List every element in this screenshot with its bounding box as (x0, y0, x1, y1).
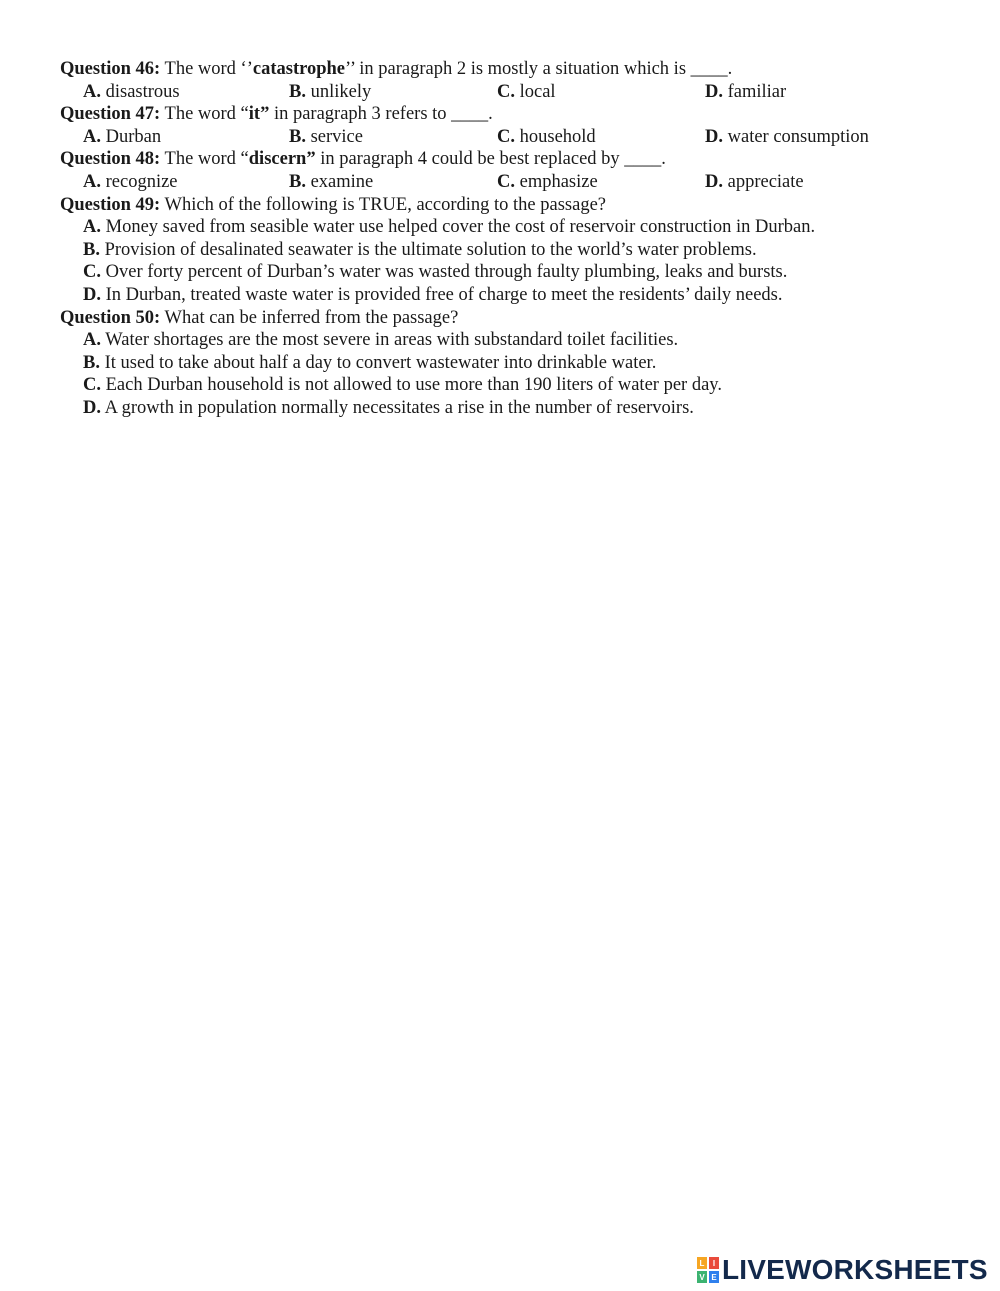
option-text: household (519, 126, 596, 147)
option-b[interactable] (60, 239, 960, 262)
stem-keyword: catastrophe (252, 59, 346, 79)
option-letter: B. (289, 171, 306, 192)
option-text: local (519, 81, 556, 102)
question-50-stem (60, 307, 960, 330)
option-letter: D. (83, 284, 101, 305)
option-letter: A. (83, 217, 101, 238)
question-label: Question 48: (60, 149, 161, 170)
option-a[interactable] (60, 216, 960, 239)
option-letter: A. (83, 330, 101, 351)
stem-text: in paragraph 4 could be best replaced by ____. (315, 149, 666, 170)
option-letter: D. (705, 171, 723, 192)
logo-letter: E (709, 1271, 719, 1283)
option-c[interactable] (60, 261, 960, 284)
stem-text: The word “ (164, 149, 249, 170)
stem-text: in paragraph 3 refers to ____. (269, 104, 493, 125)
option-d[interactable] (705, 126, 869, 149)
option-letter: D. (705, 126, 723, 147)
option-d[interactable] (60, 397, 960, 420)
question-46-options (60, 81, 960, 104)
option-letter: B. (83, 239, 100, 260)
option-letter: D. (83, 397, 101, 418)
option-c[interactable] (497, 171, 598, 194)
brand-name: LIVEWORKSHEETS (722, 1254, 988, 1285)
stem-text: Which of the following is TRUE, according to the passage? (164, 194, 607, 215)
question-46-stem (60, 58, 960, 81)
option-d[interactable] (705, 81, 786, 104)
option-text: Money saved from seasible water use helped cover the cost of reservoir construction in Durban. (105, 217, 816, 238)
stem-text: What can be inferred from the passage? (164, 307, 459, 328)
option-text: It used to take about half a day to convert wastewater into drinkable water. (104, 352, 657, 373)
option-letter: C. (497, 126, 515, 147)
option-letter: B. (289, 81, 306, 102)
option-b[interactable] (289, 81, 371, 104)
option-c[interactable] (60, 374, 960, 397)
option-letter: B. (83, 352, 100, 373)
option-text: recognize (105, 171, 178, 192)
stem-keyword: discern” (248, 149, 316, 170)
option-a[interactable] (60, 329, 960, 352)
option-letter: C. (497, 171, 515, 192)
option-d[interactable] (60, 284, 960, 307)
option-letter: A. (83, 81, 101, 102)
option-letter: D. (705, 81, 723, 102)
option-text: Provision of desalinated seawater is the ultimate solution to the world’s water problems. (104, 239, 757, 260)
option-letter: C. (83, 375, 101, 396)
option-text: unlikely (310, 81, 372, 102)
worksheet (60, 58, 960, 420)
option-text: Water shortages are the most severe in areas with substandard toilet facilities. (105, 330, 679, 351)
liveworksheets-logo (697, 1255, 988, 1285)
option-b[interactable] (60, 352, 960, 375)
logo-letter: I (709, 1257, 719, 1269)
logo-letter: L (697, 1257, 707, 1269)
option-c[interactable] (497, 126, 596, 149)
question-label: Question 50: (60, 307, 161, 328)
option-text: examine (310, 171, 374, 192)
option-letter: A. (83, 126, 101, 147)
option-d[interactable] (705, 171, 804, 194)
option-text: Over forty percent of Durban’s water was wasted through faulty plumbing, leaks and bursts. (105, 262, 788, 283)
option-text: Durban (105, 126, 162, 147)
option-c[interactable] (497, 81, 556, 104)
option-text: Each Durban household is not allowed to use more than 190 liters of water per day. (105, 375, 722, 396)
option-text: disastrous (105, 81, 180, 102)
option-text: familiar (727, 81, 787, 102)
stem-keyword: it” (248, 104, 270, 125)
question-48-stem (60, 148, 960, 171)
question-label: Question 46: (60, 59, 161, 79)
live-cubes-icon (697, 1257, 719, 1283)
question-47-stem (60, 103, 960, 126)
option-b[interactable] (289, 171, 373, 194)
option-text: A growth in population normally necessitates a rise in the number of reservoirs. (104, 397, 694, 418)
option-text: service (310, 126, 363, 147)
option-a[interactable] (83, 81, 180, 104)
option-letter: C. (497, 81, 515, 102)
stem-text: The word “ (164, 104, 249, 125)
stem-text: ’’ in paragraph 2 is mostly a situation which is ____. (345, 59, 733, 79)
option-text: In Durban, treated waste water is provided free of charge to meet the residents’ daily needs. (105, 284, 783, 305)
option-text: emphasize (519, 171, 598, 192)
question-label: Question 49: (60, 194, 161, 215)
question-label: Question 47: (60, 104, 161, 125)
option-a[interactable] (83, 126, 161, 149)
option-letter: C. (83, 262, 101, 283)
option-text: appreciate (727, 171, 804, 192)
question-47-options (60, 126, 960, 149)
question-48-options (60, 171, 960, 194)
stem-text: The word ‘’ (164, 59, 253, 79)
option-b[interactable] (289, 126, 363, 149)
logo-letter: V (697, 1271, 707, 1283)
option-a[interactable] (83, 171, 178, 194)
option-letter: A. (83, 171, 101, 192)
option-letter: B. (289, 126, 306, 147)
option-text: water consumption (727, 126, 869, 147)
question-49-stem (60, 194, 960, 217)
